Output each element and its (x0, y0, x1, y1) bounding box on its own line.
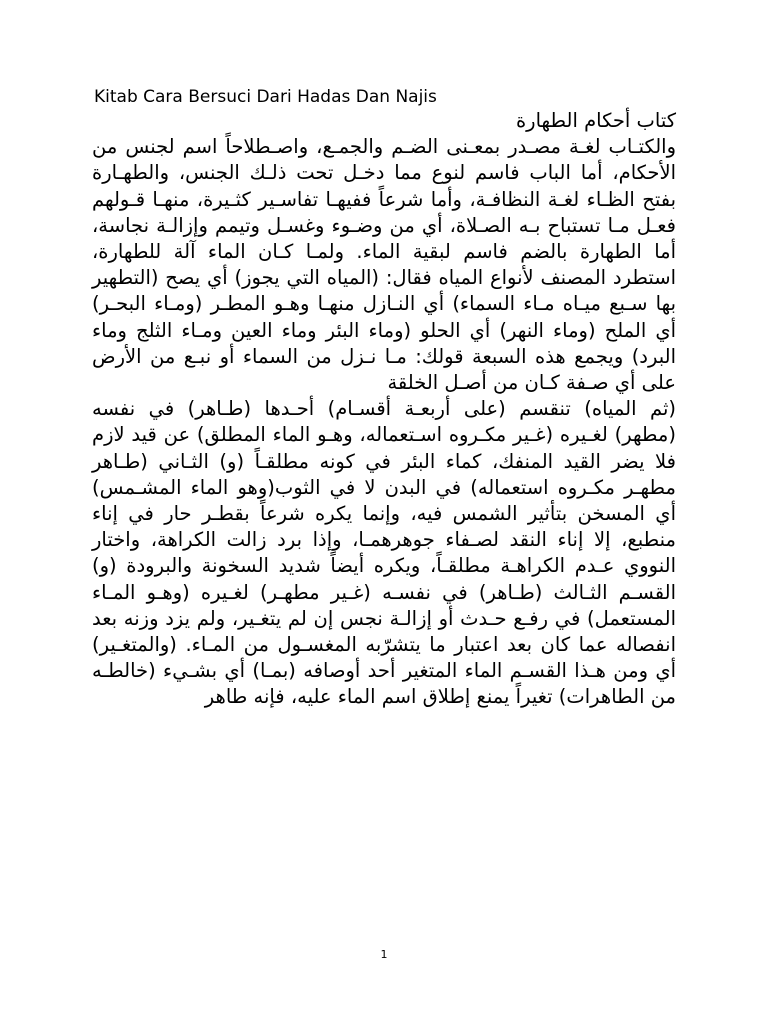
document-title: Kitab Cara Bersuci Dari Hadas Dan Najis (94, 87, 437, 107)
page-number: 1 (380, 948, 388, 961)
body-paragraph-2: (ثم المياه) تنقسم (على أربعـة أقسـام) أحـدها (طـاهر) في نفسه (مطهر) لغـيره (غـير مكـروه اسـتعماله، وهـو الماء المطلق) عن قيد لازم فلا يضر القيد المنفك، كماء البئر في كونه مطلقـاً (و) الثـاني (طـاهر مطهـر مكـروه استعماله) في البدن لا في الثوب(وهو الماء المشـمس) أي المسخن بتأثير الشمس فيه، وإنما يكره شرعاً بقطـر حار في إناء منطبع، إلا إناء النقد لصـفاء جوهرهمـا، وإذا برد زالت الكراهة، واختار النووي عـدم الكراهـة مطلقـاً، ويكره أيضاً شديد السخونة والبرودة (و) القسـم الثـالث (طـاهر) في نفسـه (غـير مطهـر) لغـيره (وهـو المـاء المستعمل) في رفـع حـدث أو إزالـة نجس إن لم يتغـير، ولم يزد وزنه بعد انفصاله عما كان بعد اعتبار ما يتشرّبه المغسـول من المـاء. (والمتغـير) أي ومن هـذا القسـم الماء المتغير أحد أوصافه (بمـا) أي بشـيء (خالطـه من الطاهرات) تغيراً يمنع إطلاق اسم الماء عليه، فإنه طاهر (92, 397, 676, 709)
body-paragraph-1: والكتـاب لغـة مصـدر بمعـنى الضـم والجمـع، واصـطلاحاً اسم لجنس من الأحكام، أما الباب فاسم لنوع مما دخـل تحت ذلـك الجنس، والطهـارة بفتح الظـاء لغـة النظافـة، وأما شرعاً ففيهـا تفاسـير كثـيرة، منهـا قـولهم فعـل مـا تستباح بـه الصـلاة، أي من وضـوء وغسـل وتيمم وإزالـة نجاسة، أما الطهارة بالضم فاسم لبقية الماء. ولمـا كـان الماء آلة للطهارة، استطرد المصنف لأنواع المياه فقال: (المياه التي يجوز) أي يصح (التطهير بها سـبع ميـاه مـاء السماء) أي النـازل منهـا وهـو المطـر (ومـاء البحـر) أي الملح (وماء النهر) أي الحلو (وماء البئر وماء العين ومـاء الثلج وماء البرد) ويجمع هذه السبعة قولك: مـا نـزل من السماء أو نبـع من الأرض على أي صـفة كـان من أصـل الخلقة (92, 135, 676, 395)
document-body (92, 108, 676, 711)
arabic-heading: كتاب أحكام الطهارة (515, 109, 676, 132)
